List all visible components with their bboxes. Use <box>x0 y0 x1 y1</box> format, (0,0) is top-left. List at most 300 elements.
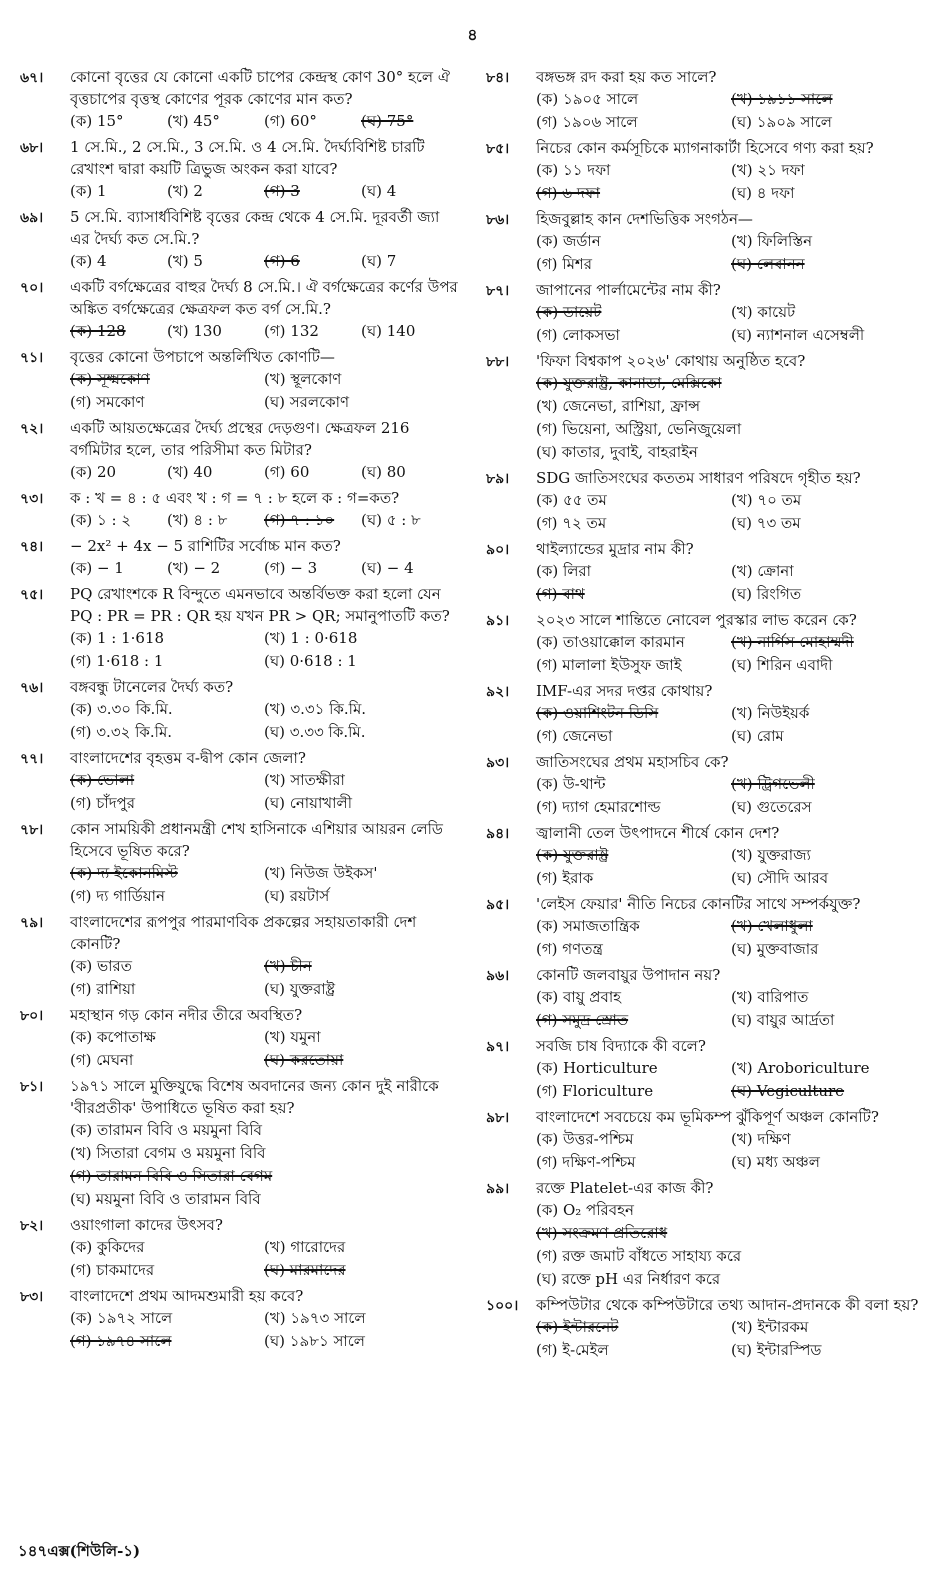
question-number: ৮৭। <box>486 283 510 299</box>
option-list <box>70 557 458 580</box>
option: (ঘ) 4 <box>361 182 397 200</box>
option: (গ) 60 <box>264 463 310 481</box>
question-body <box>70 66 458 133</box>
question <box>20 818 458 908</box>
option: (ক) 1 <box>70 182 107 200</box>
option: (ঘ) ৪ দফা <box>731 184 795 202</box>
question-number: ৯৭। <box>486 1039 510 1055</box>
right-column <box>486 66 926 1365</box>
option: (ঘ) ৫ : ৮ <box>361 511 421 529</box>
question <box>20 417 458 484</box>
option: (খ) ১৯৭৩ সালে <box>264 1309 366 1327</box>
question-body <box>70 1075 458 1211</box>
option: (গ) ৭২ তম <box>536 514 607 532</box>
question <box>20 747 458 815</box>
option: (ক) কপোতাক্ষ <box>70 1028 156 1046</box>
question-text: বাংলাদেশে প্রথম আদমশুমারী হয় কবে? <box>70 1287 304 1305</box>
option: (ক) কুকিদের <box>70 1238 145 1256</box>
question-number: ৭৭। <box>20 751 44 767</box>
question-number: ৮১। <box>20 1079 44 1095</box>
question-body <box>536 751 926 819</box>
question-text: 5 সে.মি. ব্যাসার্ধবিশিষ্ট বৃত্তের কেন্দ্র থেকে 4 সে.মি. দূরবর্তী জ্যা এর দৈর্ঘ্য কত সে.মি.? <box>70 208 440 248</box>
question <box>486 137 926 205</box>
question-number: ৮৬। <box>486 212 510 228</box>
option-list <box>536 372 926 464</box>
option: (ক) Horticulture <box>536 1059 658 1077</box>
question <box>20 535 458 580</box>
option-marked: (ঘ) Vegiculture <box>731 1082 845 1100</box>
question-text: PQ রেখাংশকে R বিন্দুতে এমনভাবে অন্তর্বিভক্ত করা হলো যেন PQ : PR = PR : QR হয় যখন PR > QR; সমানুপাতটি কত? <box>70 585 450 625</box>
option-list <box>536 1057 926 1103</box>
option-list <box>70 769 458 815</box>
option: (গ) জেনেভা <box>536 727 613 745</box>
question-text: বঙ্গবন্ধু টানেলের দৈর্ঘ্য কত? <box>70 678 234 696</box>
question-text: ক : খ = ৪ : ৫ এবং খ : গ = ৭ : ৮ হলে ক : গ=কত? <box>70 489 400 507</box>
question-text: বঙ্গভঙ্গ রদ করা হয় কত সালে? <box>536 68 717 86</box>
question-body <box>536 279 926 347</box>
question <box>486 1177 926 1291</box>
option: (ক) উ-থান্ট <box>536 775 606 793</box>
question-number: ৯৩। <box>486 755 510 771</box>
question-number: ৭৪। <box>20 539 44 555</box>
option: (ঘ) রিংগিত <box>731 585 802 603</box>
question-text: জ্বালানী তেল উৎপাদনে শীর্ষে কোন দেশ? <box>536 824 780 842</box>
option-list <box>536 88 926 134</box>
option: (গ) 60° <box>264 112 317 130</box>
option: (খ) যমুনা <box>264 1028 321 1046</box>
question-text: কোন সাময়িকী প্রধানমন্ত্রী শেখ হাসিনাকে এশিয়ার আয়রন লেডি হিসেবে ভূষিত করে? <box>70 820 443 860</box>
question-number: ৯১। <box>486 613 510 629</box>
question-number: ৯৯। <box>486 1181 510 1197</box>
option: (গ) রাশিয়া <box>70 980 136 998</box>
question-body <box>70 417 458 484</box>
question-body <box>70 1004 458 1072</box>
question-body <box>70 1214 458 1282</box>
option: (খ) − 2 <box>167 559 221 577</box>
question-body <box>536 964 926 1032</box>
question-number: ৮২। <box>20 1218 44 1234</box>
question-body <box>536 609 926 677</box>
question <box>486 66 926 134</box>
option-list <box>70 110 458 133</box>
question <box>20 66 458 133</box>
option: (খ) ইন্টারকম <box>731 1318 809 1336</box>
option: (ক) বায়ু প্রবাহ <box>536 988 622 1006</box>
option-marked: (গ) 3 <box>264 182 300 200</box>
option-marked: (ক) ভোলা <box>70 771 135 789</box>
option: (খ) 40 <box>167 463 213 481</box>
question-body <box>70 206 458 273</box>
option: (খ) ৪ : ৮ <box>167 511 228 529</box>
option: (খ) 45° <box>167 112 220 130</box>
option: (ঘ) গুতেরেস <box>731 798 812 816</box>
option: (খ) যুক্তরাজ্য <box>731 846 811 864</box>
question <box>486 467 926 535</box>
question-text: − 2x² + 4x − 5 রাশিটির সর্বোচ্চ মান কত? <box>70 537 341 555</box>
option-list <box>70 698 458 744</box>
option: (খ) 2 <box>167 182 203 200</box>
option: (ক) জর্ডান <box>536 232 601 250</box>
option-marked: (গ) সমুদ্র স্রোত <box>536 1011 629 1029</box>
question <box>20 487 458 532</box>
option-list <box>70 1236 458 1282</box>
option-list <box>70 955 458 1001</box>
option: (গ) Floriculture <box>536 1082 654 1100</box>
option: (ঘ) সরলকোণ <box>264 393 350 411</box>
option-marked: (গ) 6 <box>264 252 300 270</box>
option: (খ) সিতারা বেগম ও ময়মুনা বিবি <box>70 1144 266 1162</box>
option-list <box>536 702 926 748</box>
question <box>486 279 926 347</box>
option: (ঘ) 7 <box>361 252 397 270</box>
option: (ক) ৫৫ তম <box>536 491 607 509</box>
option-list <box>536 986 926 1032</box>
option: (ঘ) বায়ুর আর্দ্রতা <box>731 1011 835 1029</box>
option: (ঘ) নোয়াখালী <box>264 794 352 812</box>
option: (ক) O₂ পরিবহন <box>536 1201 634 1219</box>
option: (খ) কায়েট <box>731 303 796 321</box>
question-number: ৭৮। <box>20 822 44 838</box>
page-number: ৪ <box>467 25 478 44</box>
option-list <box>536 301 926 347</box>
option: (খ) সাতক্ষীরা <box>264 771 345 789</box>
option-marked: (গ) ১৯৭৪ সালে <box>70 1332 172 1350</box>
option-list <box>536 844 926 890</box>
question <box>20 136 458 203</box>
option-list <box>536 560 926 606</box>
option-list <box>70 368 458 414</box>
option: (ক) ১৯৭২ সালে <box>70 1309 173 1327</box>
option: (গ) 132 <box>264 322 319 340</box>
question-text: বাংলাদেশের রূপপুর পারমাণবিক প্রকল্পের সহায়তাকারী দেশ কোনটি? <box>70 913 417 953</box>
option: (খ) ২১ দফা <box>731 161 805 179</box>
option-marked: (ক) ডায়েট <box>536 303 602 321</box>
option: (গ) চাকমাদের <box>70 1261 155 1279</box>
option: (ঘ) ৩.৩৩ কি.মি. <box>264 723 366 741</box>
option: (খ) ৩.৩১ কি.মি. <box>264 700 367 718</box>
option-marked: (গ) ৭ : ১০ <box>264 511 335 529</box>
option-list <box>70 1119 458 1211</box>
question-number: ৮০। <box>20 1008 44 1024</box>
question-text: বাংলাদেশের বৃহত্তম ব-দ্বীপ কোন জেলা? <box>70 749 306 767</box>
option: (ঘ) সৌদি আরব <box>731 869 829 887</box>
option-list <box>70 180 458 203</box>
question-text: ওয়াংগালা কাদের উৎসব? <box>70 1216 223 1234</box>
option: (গ) দ্য গার্ডিয়ান <box>70 887 165 905</box>
option-list <box>536 915 926 961</box>
option: (ক) সমাজতান্ত্রিক <box>536 917 640 935</box>
option: (ঘ) যুক্তরাষ্ট্র <box>264 980 336 998</box>
question-number: ৭১। <box>20 350 44 366</box>
question-number: ৮৪। <box>486 70 510 86</box>
option: (ঘ) 80 <box>361 463 406 481</box>
option-marked: (ক) যুক্তরাষ্ট্র, কানাডা, মেক্সিকো <box>536 374 722 392</box>
option: (ক) ভারত <box>70 957 132 975</box>
question-number: ৬৯। <box>20 210 44 226</box>
option: (খ) জেনেভা, রাশিয়া, ফ্রান্স <box>536 397 701 415</box>
question-number: ৮৯। <box>486 471 510 487</box>
question-text: জাতিসংঘের প্রথম মহাসচিব কে? <box>536 753 729 771</box>
question-text: হিজবুল্লাহ কান দেশভিত্তিক সংগঠন— <box>536 210 753 228</box>
question-body <box>70 1285 458 1353</box>
option: (ক) 15° <box>70 112 124 130</box>
option: (ক) 4 <box>70 252 107 270</box>
option: (খ) Aroboriculture <box>731 1059 870 1077</box>
question <box>486 1294 926 1362</box>
question-number: ১০০। <box>486 1298 519 1314</box>
question-body <box>536 1177 926 1291</box>
question-number: ৮৮। <box>486 354 510 370</box>
question <box>20 1285 458 1353</box>
question-text: 'লেইস ফেয়ার' নীতি নিচের কোনটির সাথে সম্পর্কযুক্ত? <box>536 895 861 913</box>
question-text: একটি বর্গক্ষেত্রের বাহুর দৈর্ঘ্য 8 সে.মি.। ঐ বর্গক্ষেত্রের কর্ণের উপর অঙ্কিত বর্গক্ষেত্রের ক্ষেত্রফল কত বর্গ সে.মি.? <box>70 278 458 318</box>
option-marked: (ক) ওয়াশিংটন ডিসি <box>536 704 659 722</box>
option: (গ) মেঘনা <box>70 1051 134 1069</box>
question <box>486 350 926 464</box>
question-number: ৯২। <box>486 684 510 700</box>
question-number: ৭৫। <box>20 587 44 603</box>
question-body <box>536 680 926 748</box>
option-marked: (খ) সংক্রমণ প্রতিরোধ <box>536 1224 668 1242</box>
option-marked: (ঘ) মারমাদের <box>264 1261 346 1279</box>
question-body <box>536 538 926 606</box>
option: (খ) নিউজ উইকস' <box>264 864 378 882</box>
option: (গ) 1·618 : 1 <box>70 652 164 670</box>
question-text: ১৯৭১ সালে মুক্তিযুদ্ধে বিশেষ অবদানের জন্য কোন দুই নারীকে 'বীরপ্রতীক' উপাধিতে ভূষিত করা হয়? <box>70 1077 439 1117</box>
question <box>486 1035 926 1103</box>
question-body <box>536 137 926 205</box>
option: (ক) ১১ দফা <box>536 161 611 179</box>
option-list <box>70 1026 458 1072</box>
option: (ক) লিরা <box>536 562 592 580</box>
question-number: ৯৫। <box>486 897 510 913</box>
question-text: জাপানের পার্লামেন্টের নাম কী? <box>536 281 721 299</box>
question-body <box>536 208 926 276</box>
question-body <box>70 346 458 414</box>
option: (গ) ১৯০৬ সালে <box>536 113 638 131</box>
option: (গ) রক্ত জমাট বাঁধতে সাহায্য করে <box>536 1247 742 1265</box>
question-body <box>536 1035 926 1103</box>
question-text: কম্পিউটার থেকে কম্পিউটারে তথ্য আদান-প্রদানকে কী বলা হয়? <box>536 1296 919 1314</box>
question-body <box>536 1106 926 1174</box>
question-number: ৯৬। <box>486 968 510 984</box>
option: (ঘ) ১৯০৯ সালে <box>731 113 832 131</box>
question-body <box>536 1294 926 1362</box>
option: (ঘ) ১৯৮১ সালে <box>264 1332 365 1350</box>
option: (ক) ৩.৩০ কি.মি. <box>70 700 173 718</box>
option-list <box>536 1128 926 1174</box>
option: (ঘ) রোম <box>731 727 784 745</box>
option: (ঘ) ময়মুনা বিবি ও তারামন বিবি <box>70 1190 261 1208</box>
question <box>20 911 458 1001</box>
option-marked: (ক) সূক্ষ্মকোণ <box>70 370 150 388</box>
option: (গ) − 3 <box>264 559 318 577</box>
option-marked: (ক) দ্য ইকোনমিস্ট <box>70 864 178 882</box>
option: (গ) মিশর <box>536 255 593 273</box>
option: (ঘ) ৭৩ তম <box>731 514 801 532</box>
question <box>486 680 926 748</box>
option: (ঘ) শিরিন এবাদী <box>731 656 833 674</box>
question-text: কোনটি জলবায়ুর উপাদান নয়? <box>536 966 721 984</box>
question-text: 'ফিফা বিশ্বকাপ ২০২৬' কোথায় অনুষ্ঠিত হবে? <box>536 352 806 370</box>
question-number: ৭৩। <box>20 491 44 507</box>
option: (ক) ১৯০৫ সালে <box>536 90 639 108</box>
option-marked: (খ) ১৯১১ সালে <box>731 90 833 108</box>
question-text: 1 সে.মি., 2 সে.মি., 3 সে.মি. ও 4 সে.মি. দৈর্ঘ্যবিশিষ্ট চারটি রেখাংশ দ্বারা কয়টি ত্রিভুজ অংকন করা যাবে? <box>70 138 425 178</box>
question-body <box>536 66 926 134</box>
option: (ঘ) 140 <box>361 322 416 340</box>
question-body <box>70 818 458 908</box>
question-text: বৃত্তের কোনো উপচাপে অন্তর্লিখিত কোণটি— <box>70 348 335 366</box>
option: (খ) ৭০ তম <box>731 491 802 509</box>
option: (গ) ভিয়েনা, অস্ট্রিয়া, ভেনিজুয়েলা <box>536 420 742 438</box>
option-marked: (খ) খেলাধুলা <box>731 917 813 935</box>
option: (গ) ইরাক <box>536 869 594 887</box>
option: (ক) − 1 <box>70 559 124 577</box>
option: (ঘ) ন্যাশনাল এসেম্বলী <box>731 326 865 344</box>
option-marked: (খ) চীন <box>264 957 312 975</box>
option: (খ) 5 <box>167 252 203 270</box>
option-marked: (ক) যুক্তরাষ্ট্র <box>536 846 609 864</box>
option-list <box>536 489 926 535</box>
option: (ঘ) 0·618 : 1 <box>264 652 357 670</box>
question <box>20 1214 458 1282</box>
option-list <box>70 461 458 484</box>
option-marked: (ঘ) করতোয়া <box>264 1051 344 1069</box>
question <box>20 276 458 343</box>
option: (ঘ) কাতার, দুবাই, বাহরাইন <box>536 443 698 461</box>
question <box>486 893 926 961</box>
question-body <box>70 276 458 343</box>
question <box>20 676 458 744</box>
question-body <box>536 467 926 535</box>
option: (ঘ) মুক্তবাজার <box>731 940 819 958</box>
question-body <box>70 583 458 673</box>
option: (ঘ) ইন্টারস্পিড <box>731 1341 822 1359</box>
question-text: রক্তে Platelet-এর কাজ কী? <box>536 1179 714 1197</box>
option-marked: (ঘ) 75° <box>361 112 414 130</box>
option: (গ) দক্ষিণ-পশ্চিম <box>536 1153 636 1171</box>
question-text: থাইল্যান্ডের মুদ্রার নাম কী? <box>536 540 694 558</box>
option: (গ) ই-মেইল <box>536 1341 609 1359</box>
question <box>486 822 926 890</box>
option: (খ) নিউইয়র্ক <box>731 704 810 722</box>
question-number: ৭৯। <box>20 915 44 931</box>
question-text: সবজি চাষ বিদ্যাকে কী বলে? <box>536 1037 706 1055</box>
question-body <box>70 535 458 580</box>
question-body <box>536 822 926 890</box>
question <box>486 1106 926 1174</box>
question <box>486 609 926 677</box>
question <box>20 346 458 414</box>
question <box>20 206 458 273</box>
question-number: ৯০। <box>486 542 510 558</box>
question-number: ৮৫। <box>486 141 510 157</box>
question-body <box>70 136 458 203</box>
option-marked: (গ) তারামন বিবি ও সিতারা বেগম <box>70 1167 273 1185</box>
option: (ক) 20 <box>70 463 117 481</box>
question-number: ৯৮। <box>486 1110 510 1126</box>
option: (খ) বারিপাত <box>731 988 809 1006</box>
option: (খ) গারোদের <box>264 1238 346 1256</box>
question-body <box>536 350 926 464</box>
option: (খ) ফিলিস্তিন <box>731 232 813 250</box>
option: (ঘ) − 4 <box>361 559 414 577</box>
option-list <box>536 1199 926 1291</box>
option: (ক) তাওয়াক্কোল কারমান <box>536 633 685 651</box>
question-number: ৭০। <box>20 280 44 296</box>
option: (খ) স্থূলকোণ <box>264 370 342 388</box>
question-text: একটি আয়তক্ষেত্রের দৈর্ঘ্য প্রস্থের দেড়গুণ। ক্ষেত্রফল 216 বর্গমিটার হলে, তার পরিসীমা কত মিটার? <box>70 419 410 459</box>
question-text: বাংলাদেশে সবচেয়ে কম ভূমিকম্প ঝুঁকিপূর্ণ অঞ্চল কোনটি? <box>536 1108 879 1126</box>
question <box>486 751 926 819</box>
question <box>20 1004 458 1072</box>
question-text: ২০২৩ সালে শান্তিতে নোবেল পুরস্কার লাভ করেন কে? <box>536 611 857 629</box>
option: (ঘ) রয়টার্স <box>264 887 330 905</box>
question-body <box>536 893 926 961</box>
option-marked: (খ) ট্রিগভেলী <box>731 775 815 793</box>
question-number: ৯৪। <box>486 826 510 842</box>
option: (ক) ১ : ২ <box>70 511 132 529</box>
question-text: SDG জাতিসংঘের কততম সাধারণ পরিষদে গৃহীত হয়? <box>536 469 861 487</box>
question-number: ৬৭। <box>20 70 44 86</box>
question-text: নিচের কোন কর্মসূচিকে ম্যাগনাকার্টা হিসেবে গণ্য করা হয়? <box>536 139 874 157</box>
question-text: মহাস্থান গড় কোন নদীর তীরে অবস্থিত? <box>70 1006 303 1024</box>
option: (ক) 1 : 1·618 <box>70 629 165 647</box>
option: (ঘ) রক্তে pH এর নির্ধারণ করে <box>536 1270 721 1288</box>
option-list <box>70 627 458 673</box>
option: (গ) চাঁদপুর <box>70 794 136 812</box>
option-list <box>536 1316 926 1362</box>
option-marked: (গ) ৬ দফা <box>536 184 601 202</box>
option: (খ) ক্রোনা <box>731 562 794 580</box>
option: (গ) ৩.৩২ কি.মি. <box>70 723 173 741</box>
option: (খ) দক্ষিণ <box>731 1130 791 1148</box>
question-number: ৬৮। <box>20 140 44 156</box>
option: (ক) উত্তর-পশ্চিম <box>536 1130 634 1148</box>
question-body <box>70 747 458 815</box>
question-number: ৭৬। <box>20 680 44 696</box>
question-body <box>70 676 458 744</box>
question <box>486 538 926 606</box>
question <box>486 964 926 1032</box>
option: (গ) সমকোণ <box>70 393 145 411</box>
option: (গ) দ্যাগ হেমারশোল্ড <box>536 798 661 816</box>
question-body <box>70 487 458 532</box>
question-text: IMF-এর সদর দপ্তর কোথায়? <box>536 682 713 700</box>
page-footer: ১৪৭এক্স(শিউলি-১) <box>18 1542 141 1560</box>
option-list <box>536 773 926 819</box>
option-list <box>536 159 926 205</box>
option: (গ) লোকসভা <box>536 326 620 344</box>
option: (ঘ) মধ্য অঞ্চল <box>731 1153 820 1171</box>
option-list <box>70 1307 458 1353</box>
question-number: ৮৩। <box>20 1289 44 1305</box>
option-list <box>536 631 926 677</box>
option: (ক) তারামন বিবি ও ময়মুনা বিবি <box>70 1121 262 1139</box>
option: (খ) 1 : 0·618 <box>264 629 358 647</box>
option-marked: (গ) বাথ <box>536 585 585 603</box>
question <box>486 208 926 276</box>
question <box>20 1075 458 1211</box>
question-text: কোনো বৃত্তের যে কোনো একটি চাপের কেন্দ্রস্থ কোণ 30° হলে ঐ বৃত্তচাপের বৃত্তস্থ কোণের পূরক কোণের মান কত? <box>70 68 450 108</box>
option-list <box>70 320 458 343</box>
option: (গ) গণতন্ত্র <box>536 940 603 958</box>
question-body <box>70 911 458 1001</box>
question <box>20 583 458 673</box>
option-marked: (ক) ইন্টারনেট <box>536 1318 619 1336</box>
option-list <box>536 230 926 276</box>
